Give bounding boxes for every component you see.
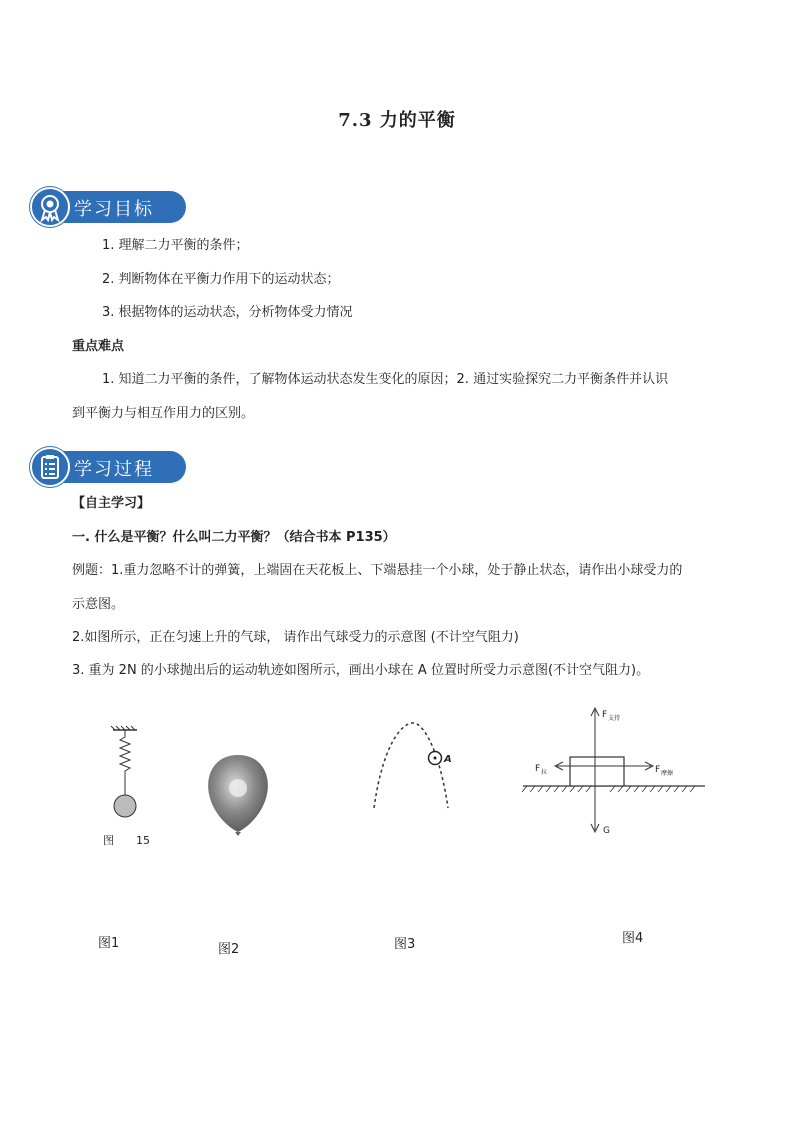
objective-item: 3. 根据物体的运动状态，分析物体受力情况 (102, 305, 353, 320)
support-force-label: F (602, 710, 608, 720)
figure-caption: 图1 (98, 936, 120, 951)
section-banner-objectives (30, 187, 186, 227)
figure-2-balloon (203, 752, 273, 837)
figure-4-force-diagram (515, 700, 715, 840)
support-force-sub: 支持 (608, 715, 621, 722)
key-points-line: 到平衡力与相互作用力的区别。 (72, 406, 255, 421)
friction-force-label: F (655, 765, 661, 775)
checklist-clipboard-icon (30, 447, 70, 487)
figure-caption: 图3 (394, 937, 416, 952)
self-study-heading: 【自主学习】 (72, 496, 151, 511)
point-a-label: A (444, 754, 452, 765)
objective-item: 2. 判断物体在平衡力作用下的运动状态； (102, 272, 340, 287)
section-banner-process (30, 447, 186, 487)
key-points-line: 1. 知道二力平衡的条件，了解物体运动状态发生变化的原因；2. 通过实验探究二力平衡条件并认识 (102, 372, 669, 387)
figure-3-trajectory (362, 716, 462, 816)
page-title: 7.3 力的平衡 (338, 110, 456, 131)
award-ribbon-icon (30, 187, 70, 227)
question-heading: 一. 什么是平衡？什么叫二力平衡？（结合书本 P135） (72, 530, 396, 545)
figure-1-inner-label-number: 15 (136, 834, 150, 847)
example-line: 示意图。 (72, 597, 125, 612)
banner-label: 学习目标 (74, 199, 154, 220)
question-item: 2.如图所示，正在匀速上升的气球， 请作出气球受力的示意图 (不计空气阻力) (72, 630, 519, 645)
gravity-label: G (603, 826, 610, 836)
figure-caption: 图2 (218, 942, 240, 957)
objective-item: 1. 理解二力平衡的条件； (102, 238, 249, 253)
pull-force-sub: 拉 (541, 769, 548, 776)
figure-1-spring (95, 725, 165, 850)
figure-1-inner-label: 图 (103, 834, 114, 847)
question-item: 3. 重为 2N 的小球抛出后的运动轨迹如图所示，画出小球在 A 位置时所受力示意图(不计空气阻力)。 (72, 663, 650, 678)
figure-caption: 图4 (622, 931, 644, 946)
key-points-heading: 重点难点 (72, 339, 125, 354)
friction-force-sub: 摩擦 (661, 770, 674, 777)
banner-label: 学习过程 (74, 459, 154, 480)
example-line: 例题：1.重力忽略不计的弹簧，上端固在天花板上、下端悬挂一个小球，处于静止状态，请作出小球受力的 (72, 563, 683, 578)
pull-force-label: F (535, 764, 541, 774)
